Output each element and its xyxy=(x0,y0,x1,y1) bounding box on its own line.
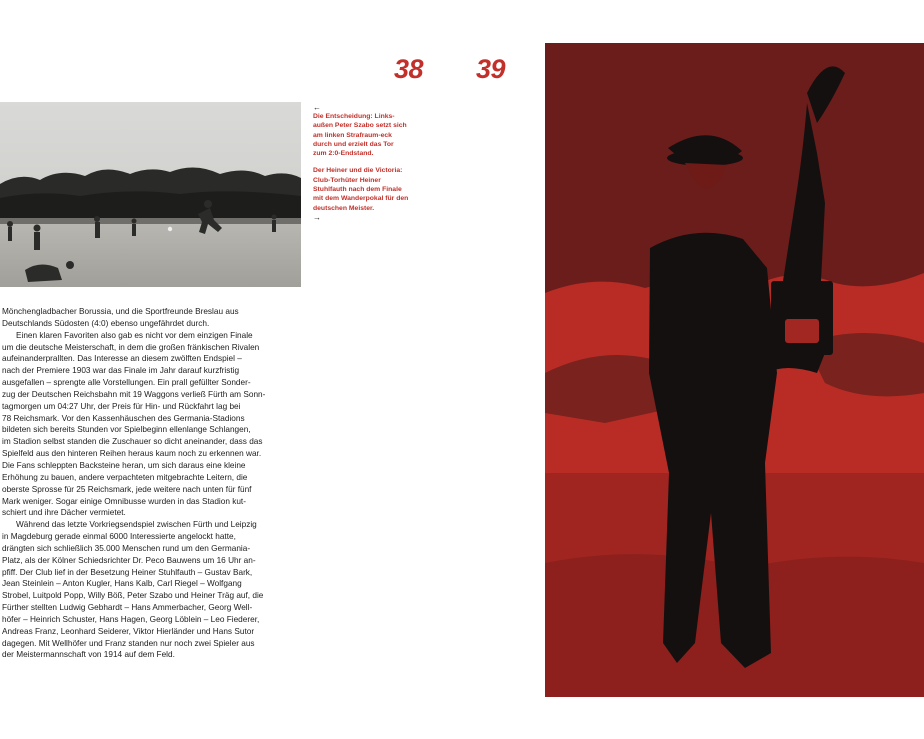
trophy-portrait-photo xyxy=(545,43,924,697)
page-number-right: 39 xyxy=(476,54,506,84)
match-photo xyxy=(0,102,301,287)
body-paragraph-1: Mönchengladbacher Borussia, und die Sportfreunde Breslau aus Deutschlands Südosten (4:0) ebenso ungefährdet durch. xyxy=(2,307,239,328)
article-body xyxy=(2,306,306,661)
photo-caption xyxy=(313,103,409,222)
arrow-right-icon: → xyxy=(313,212,321,222)
arrow-up-icon: ← xyxy=(313,103,321,112)
page-number-left: 38 xyxy=(394,54,424,84)
body-paragraph-2: Einen klaren Favoriten also gab es nicht vor dem einzigen Finale um die deutsche Meisterschaft, in dem die großen fränkischen Rivalen aufeinanderprallten. Das Interesse an diesem zwölften Endspiel – nach der Premiere 1903 war das Finale im Jahr darauf kurzfristig ausgefallen – sprengte alle Vorstellungen. Ein prall gefüllter Sonder- zug der Deutschen Reichsbahn mit 19 Waggons verließ Fürth am Sonn- tagmorgen um 04:27 Uhr, der Preis für Hin- und Rückfahrt lag bei 78 Reichsmark. Vor den Kassenhäuschen des Germania-Stadions bildeten sich bereits Stunden vor Spielbeginn ellenlange Schlangen, im Stadion selbst standen die Zuschauer so dicht aneinander, dass das Spielfeld aus den hinteren Reihen heraus kaum noch zu erkennen war. Die Fans schleppten Backsteine heran, um sich daraus eine kleine Erhöhung zu bauen, andere verpachteten mitgebrachte Leitern, die oberste Sprosse für 25 Reichsmark, jede weitere nach unten für fünf Mark weniger. Sogar einige Omnibusse wurden in das Stadion kut- schiert und ihre Dächer vermietet. xyxy=(2,330,266,518)
caption-match: Die Entscheidung: Links-außen Peter Szabo setzt sich am linken Strafraum-eck durch und erzielt das Tor zum 2:0-Endstand. xyxy=(313,113,407,158)
body-paragraph-3: Während das letzte Vorkriegsendspiel zwischen Fürth und Leipzig in Magdeburg gerade einmal 6000 Interessierte angelockt hatte, drängten sich schließlich 35.000 Menschen rund um den Germania- Platz, als der Kölner Schiedsrichter Dr. Peco Bauwens um 16 Uhr an- pfiff. Der Club lief in der Besetzung Heiner Stuhlfauth – Gustav Bark, Jean Steinlein – Anton Kugler, Hans Kalb, Carl Riegel – Wolfgang Strobel, Luitpold Popp, Willy Böß, Peter Szabo und Heiner Träg auf, die Fürther stellten Ludwig Gebhardt – Hans Ammerbacher, Georg Well- höfer – Heinrich Schuster, Hans Hagen, Georg Löblein – Leo Fiederer, Andreas Franz, Leonhard Seiderer, Viktor Hierländer und Hans Sutor dagegen. Mit Wellhöfer und Franz standen nur noch zwei Spieler aus der Meistermannschaft von 1914 auf dem Feld. xyxy=(2,520,264,660)
caption-trophy: Der Heiner und die Victoria: Club-Torhüter Heiner Stuhlfauth nach dem Finale mit dem Wanderpokal für den deutschen Meister. xyxy=(313,167,409,212)
